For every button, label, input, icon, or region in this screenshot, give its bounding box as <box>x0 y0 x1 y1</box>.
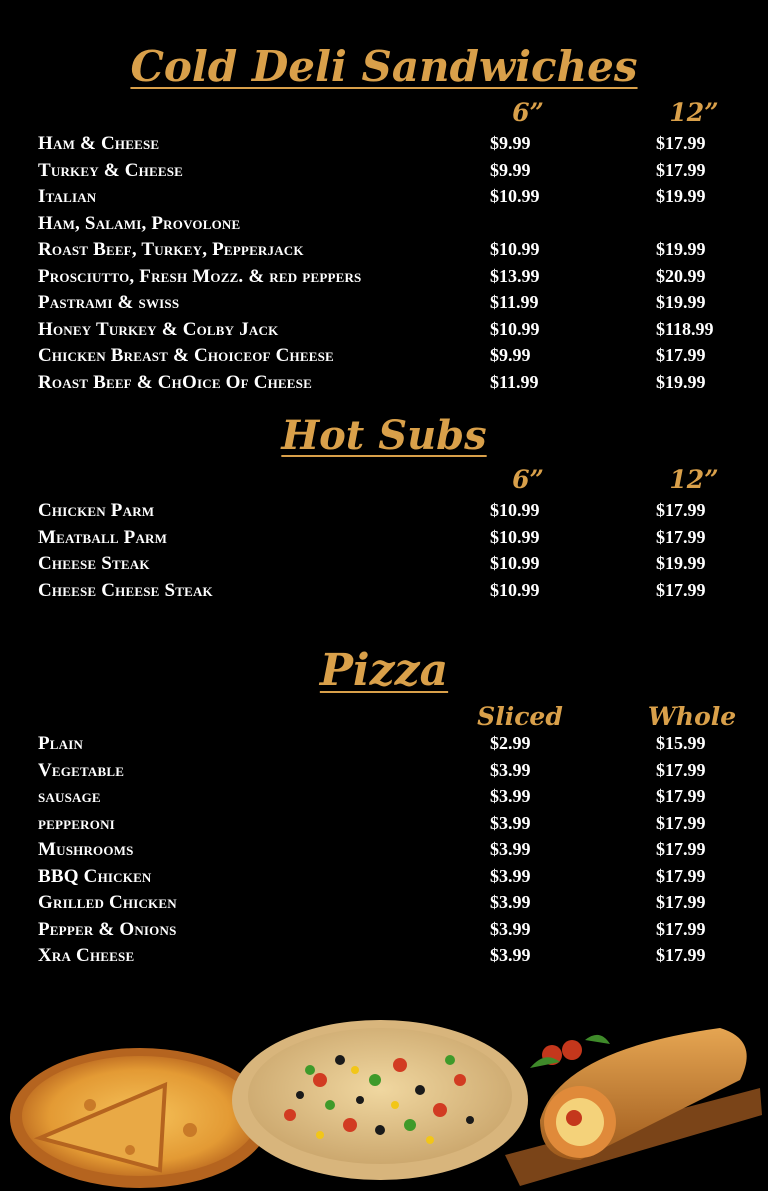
menu-item-price-1: $3.99 <box>490 839 531 859</box>
menu-item-price-2: $17.99 <box>656 865 706 886</box>
menu-row <box>0 160 768 186</box>
veggie-pizza-image <box>232 1020 528 1180</box>
menu-row <box>0 553 768 579</box>
menu-item-price-2: $19.99 <box>656 186 706 206</box>
menu-row <box>0 919 768 945</box>
menu-item-price-2: $15.99 <box>656 733 706 753</box>
menu-item-price-2: $17.99 <box>656 526 706 547</box>
menu-row <box>0 292 768 318</box>
menu-item-price-2: $20.99 <box>656 265 706 286</box>
pizza-title: Pizza <box>319 645 449 696</box>
menu-row <box>0 372 768 398</box>
menu-item-price-1: $13.99 <box>490 265 540 286</box>
menu-item-name: Roast Beef & ChOice Of Cheese <box>38 371 312 393</box>
menu-row <box>0 813 768 839</box>
menu-item-price-2: $17.99 <box>656 500 706 520</box>
menu-row <box>0 500 768 526</box>
cold-deli-title: Cold Deli Sandwiches <box>130 42 638 91</box>
menu-row <box>0 527 768 553</box>
pizza-col-whole-header: Whole <box>647 702 737 731</box>
cold-col-12in-header: 12” <box>669 98 719 127</box>
menu-item-price-2: $17.99 <box>656 345 706 365</box>
menu-row <box>0 186 768 212</box>
menu-row <box>0 786 768 812</box>
menu-row <box>0 760 768 786</box>
menu-item-name: Xra Cheese <box>38 945 135 966</box>
menu-item-price-1: $10.99 <box>490 500 540 520</box>
menu-item-price-2: $118.99 <box>656 318 714 339</box>
menu-item-price-1: $10.99 <box>490 553 540 573</box>
menu-item-name: Vegetable <box>38 759 125 781</box>
menu-row <box>0 239 768 265</box>
food-photo <box>0 1010 768 1191</box>
menu-item-price-2: $17.99 <box>656 159 706 180</box>
menu-item-price-1: $9.99 <box>490 159 531 180</box>
menu-item-price-2: $17.99 <box>656 786 706 806</box>
menu-item-price-1: $10.99 <box>490 526 540 547</box>
menu-item-price-2: $19.99 <box>656 292 706 312</box>
menu-item-name: Mushrooms <box>38 839 134 860</box>
menu-item-name: Cheese Steak <box>38 553 150 574</box>
menu-item-price-1: $11.99 <box>490 292 539 312</box>
menu-item-price-1: $3.99 <box>490 759 531 780</box>
menu-item-price-1: $10.99 <box>490 318 540 339</box>
cold-col-6in-header: 6” <box>512 98 544 127</box>
menu-item-name: Turkey & Cheese <box>38 159 184 181</box>
menu-item-price-1: $3.99 <box>490 892 531 912</box>
menu-item-name: Cheese Cheese Steak <box>38 579 213 601</box>
hot-col-6in-header: 6” <box>512 465 544 494</box>
menu-row <box>0 213 768 239</box>
menu-item-price-2: $17.99 <box>656 579 706 600</box>
menu-item-price-1: $9.99 <box>490 345 531 365</box>
menu-item-name: Pepper & Onions <box>38 918 177 940</box>
menu-item-price-2: $17.99 <box>656 133 706 153</box>
menu-item-name: Pastrami & swiss <box>38 292 180 313</box>
menu-item-name: sausage <box>38 786 101 807</box>
menu-item-name: pepperoni <box>38 812 115 834</box>
stromboli-image <box>505 1028 762 1186</box>
menu-item-price-1: $10.99 <box>490 579 540 600</box>
menu-row <box>0 839 768 865</box>
menu-row <box>0 892 768 918</box>
hot-subs-title: Hot Subs <box>281 412 487 459</box>
menu-item-price-1: $3.99 <box>490 786 531 806</box>
menu-row <box>0 866 768 892</box>
menu-item-price-1: $9.99 <box>490 133 531 153</box>
menu-item-price-2: $19.99 <box>656 553 706 573</box>
menu-item-price-1: $11.99 <box>490 371 539 392</box>
menu-item-name: BBQ Chicken <box>38 865 152 887</box>
menu-item-name: Plain <box>38 733 84 754</box>
menu-item-price-2: $19.99 <box>656 371 706 392</box>
menu-row <box>0 733 768 759</box>
menu-item-price-1: $3.99 <box>490 918 531 939</box>
menu-item-price-2: $17.99 <box>656 759 706 780</box>
menu-item-price-2: $17.99 <box>656 945 706 965</box>
menu-item-price-1: $10.99 <box>490 239 540 259</box>
hot-col-12in-header: 12” <box>669 465 719 494</box>
cheese-pizza-image <box>10 1048 270 1188</box>
menu-item-name: Prosciutto, Fresh Mozz. & red peppers <box>38 265 362 287</box>
menu-row <box>0 580 768 606</box>
pizza-col-sliced-header: Sliced <box>477 702 563 731</box>
menu-item-name: Meatball Parm <box>38 526 168 548</box>
menu-item-price-1: $3.99 <box>490 812 531 833</box>
menu-item-price-2: $17.99 <box>656 812 706 833</box>
menu-item-name: Chicken Breast & Choiceof Cheese <box>38 345 334 366</box>
menu-item-price-2: $19.99 <box>656 239 706 259</box>
menu-item-price-1: $3.99 <box>490 945 531 965</box>
menu-item-price-1: $2.99 <box>490 733 531 753</box>
menu-row <box>0 945 768 971</box>
menu-item-price-2: $17.99 <box>656 892 706 912</box>
menu-item-name: Grilled Chicken <box>38 892 177 913</box>
menu-item-name: Chicken Parm <box>38 500 155 521</box>
menu-item-name: Honey Turkey & Colby Jack <box>38 318 279 340</box>
menu-item-name: Italian <box>38 186 97 207</box>
menu-item-price-2: $17.99 <box>656 918 706 939</box>
menu-row <box>0 319 768 345</box>
menu-item-price-2: $17.99 <box>656 839 706 859</box>
menu-row <box>0 133 768 159</box>
menu-row <box>0 345 768 371</box>
menu-item-price-1: $10.99 <box>490 186 540 206</box>
menu-item-price-1: $3.99 <box>490 865 531 886</box>
menu-item-name: Ham, Salami, Provolone <box>38 212 241 234</box>
menu-item-name: Ham & Cheese <box>38 133 160 154</box>
menu-item-name: Roast Beef, Turkey, Pepperjack <box>38 239 304 260</box>
menu-row <box>0 266 768 292</box>
